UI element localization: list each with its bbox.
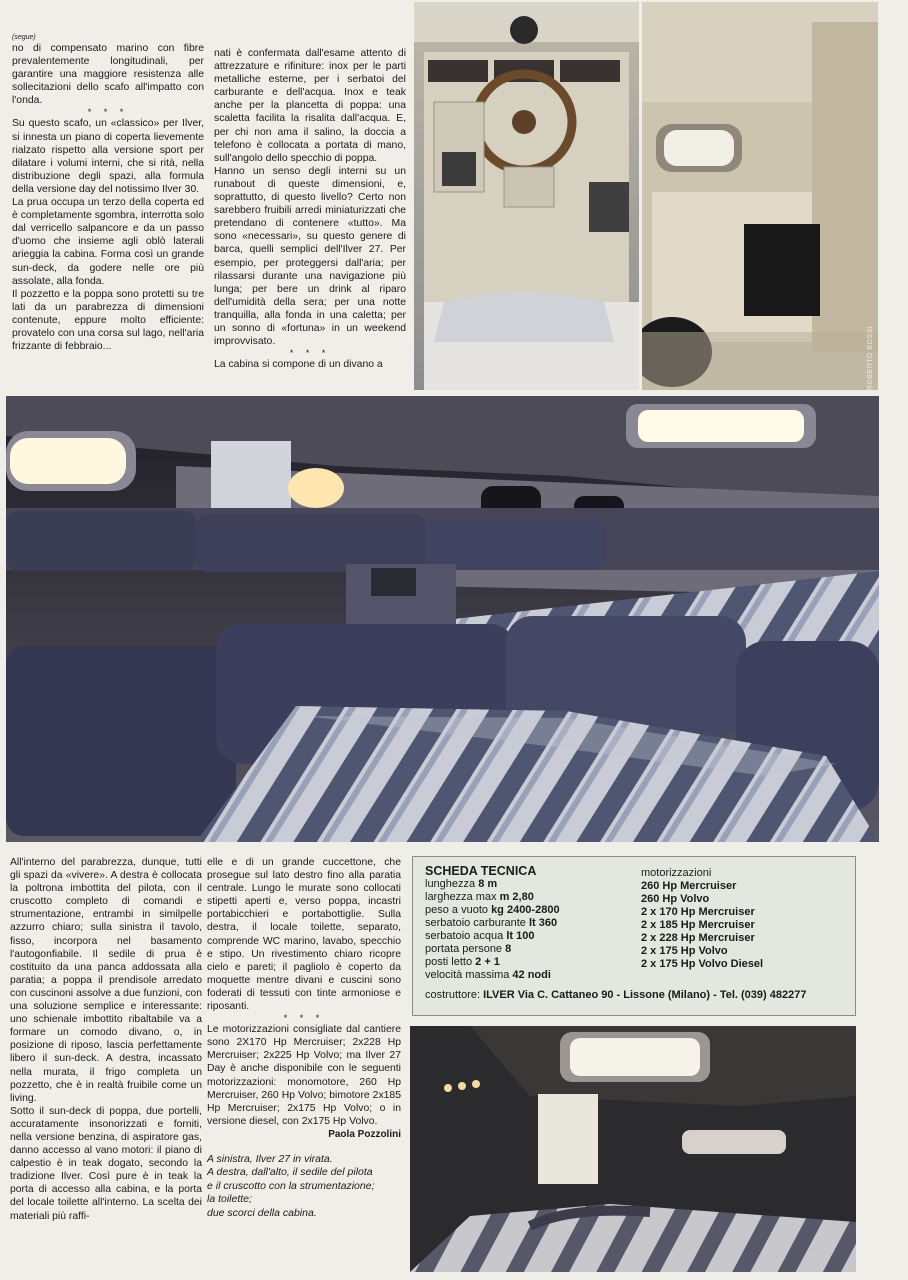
author-signature: Paola Pozzolini [328,1128,401,1140]
tech-sheet-title: SCHEDA TECNICA [425,864,537,878]
engine-option: 2 x 170 Hp Mercruiser [641,906,755,918]
spec-row: portata persone 8 [425,943,512,955]
paragraph: elle e di un grande cuccettone, che prosegue sul lato destro fino alla paratia centrale. Lungo le murate sono collocati stipetti aperti e, verso poppa, incastri portabicchieri e portabottiglie. Sulla destra, il locale toilette, separato, comprende WC marino, lavabo, specchio e stipo. Un rivestimento chiaro ricopre cielo e pareti; il pagliolo è coperto da moquette mentre divani e cuscini sono foderati di tessuti con tinte armoniose e riposanti. [207,857,401,1013]
section-separator: * * * [283,1013,325,1024]
section-separator: * * * [289,348,331,359]
photo-cabin-main [6,396,879,842]
engine-option: 260 Hp Volvo [641,893,710,905]
paragraph: La cabina si compone di un divano a [214,359,383,371]
engine-option: 2 x 228 Hp Mercruiser [641,932,755,944]
builder-line: costruttore: ILVER Via C. Cattaneo 90 - Lissone (Milano) - Tel. (039) 482277 [425,989,807,1001]
engines-text: Le motorizzazioni consigliate dal cantiere sono 2X170 Hp Mercruiser; 2x228 Hp Mercruiser; 2x225 Hp Volvo; ma Ilver 27 Day è anche disponibile con le seguenti motorizzazioni: monomotore, 260 Hp Mercruiser, 260 Hp Volvo; bimotore 2x185 Hp Mercruiser; 2x175 Hp Volvo; o in versione diesel, con 2x175 Hp Volvo. [207,1024,401,1127]
spec-row: lunghezza 8 m [425,878,498,890]
paragraph: Hanno un senso degli interni su un runabout di queste dimensioni, e, soprattutto, di questo livello? Certo non sarebbero fruibili arredi miniaturizzati che pretendano di contenere «tutto». Ma sono «necessari», su questo genere di barca, quelli semplici dell'Ilver 27. Per esempio, per proteggersi dall'aria; per rilassarsi durante una navigazione più lunga; per bere un drink al riparo dell'umidità della sera; per una notte tranquilla, alla fonda in una caletta; per un sonno di «fortuna» in un weekend improvvisato. [214,165,406,348]
spec-row: posti letto 2 + 1 [425,956,500,968]
paragraph: Sotto il sun-deck di poppa, due portelli, accuratamente insonorizzati e forniti, nella versione benzina, di aspiratore gas, danno accesso al vano motori: il piano di calpestio è in teak dogato, secondo la tradizione Ilver. Così pure è in teak la porta di accesso alla cabina, e la porta del locale toilette all'interno. La scelta dei materiali più raffi- [10,1105,202,1222]
paragraph: no di compensato marino con fibre prevalentemente longitudinali, per garantire una maggiore resistenza alle sollecitazioni dello scafo all'impatto con l'onda. [12,43,204,107]
caption-line: A sinistra, Ilver 27 in virata. [207,1153,333,1165]
tech-engines [641,867,851,971]
photo-cabin-secondary [410,1026,856,1272]
paragraph: Il pozzetto e la poppa sono protetti su tre lati da un parabrezza di dimensioni contenute, eppure molto efficiente: provatelo con una corsa sul lago, nell'aria frizzante di febbraio... [12,288,204,353]
tech-specs [425,865,635,982]
caption-line: due scorci della cabina. [207,1206,317,1219]
article-column-1 [12,34,204,353]
engine-option: 2 x 175 Hp Volvo Diesel [641,958,764,970]
paragraph: La prua occupa un terzo della coperta ed è completamente sgombra, interrotta solo dal verricello salpancore e da un passo d'uomo che insieme agli oblò laterali arieggia la cabina. Forma così un grande sun-deck, da godere nelle ore più assolate, alla fonda. [12,197,204,287]
paragraph: All'interno del parabrezza, dunque, tutti gli spazi da «vivere». A destra è collocata la poltrona imbottita del pilota, con il cruscotto completo di comandi e strumentazione, entrambi in similpelle azzurro chiaro; sulla sinistra il tavolo, fisso, incorpora nel basamento l'autogonfiabile. Il sedile di prua è costituito da una panca addossata alla paratia; a poppa il prendisole arredato con cuscinoni assolve a due funzioni, con una soluzione semplice e interessante: uno schienale imbottito ribaltabile va a formare un comodo divano, o, in posizione di riposo, lascia perfettamente libero il sun-deck. A destra, incassato nella murata, il frigo completa un pozzetto, che è in realtà fruibile come un living. [10,857,202,1104]
spec-row: velocità massima 42 nodi [425,969,551,981]
spec-row: serbatoio carburante lt 360 [425,917,558,929]
spec-row: larghezza max m 2,80 [425,891,534,903]
caption-line: la toilette; [207,1193,252,1206]
photo-caption [207,1153,407,1220]
paragraph [207,1023,401,1140]
article-column-3 [10,856,202,1223]
engine-option: 2 x 175 Hp Volvo [641,945,728,957]
segue-label: (segue) [12,34,36,41]
engine-option: 260 Hp Mercruiser [641,880,737,892]
article-column-2 [214,47,406,371]
photo-credit: ROBERTO BOSSI [867,325,874,390]
caption-line: e il cruscotto con la strumentazione; [207,1179,375,1192]
spec-row: peso a vuoto kg 2400-2800 [425,904,560,916]
photo-cockpit [414,2,639,390]
engine-option: 2 x 185 Hp Mercruiser [641,919,755,931]
caption-line: A destra, dall'alto, il sedile del pilota [207,1166,373,1179]
paragraph: nati è confermata dall'esame attento di attrezzature e rifiniture: inox per le parti metalliche esterne, per i serbatoi del carburante e dell'acqua. Inox e teak anche per la plancetta di poppa: una scaletta facilita la risalita dall'acqua. E, per chi non ama il salino, la doccia a telefono è collocata a portata di mano, sull'angolo dello specchio di poppa. [214,48,406,164]
spec-row: serbatoio acqua lt 100 [425,930,535,942]
article-column-4 [207,856,401,1141]
tech-sheet-box [412,856,856,1016]
builder-info: ILVER Via C. Cattaneo 90 - Lissone (Milano) - Tel. (039) 482277 [483,989,807,1001]
engines-label: motorizzazioni [641,867,712,879]
paragraph: Su questo scafo, un «classico» per Ilver, si innesta un piano di coperta lievemente rialzato rispetto alla versione sport per dilatare i volumi interni, che si rità, nella distribuzione degli spazi, alla formula della versione day del notissimo Ilver 30. [12,118,204,195]
photo-toilet [642,2,878,390]
section-separator: * * * [87,107,129,118]
